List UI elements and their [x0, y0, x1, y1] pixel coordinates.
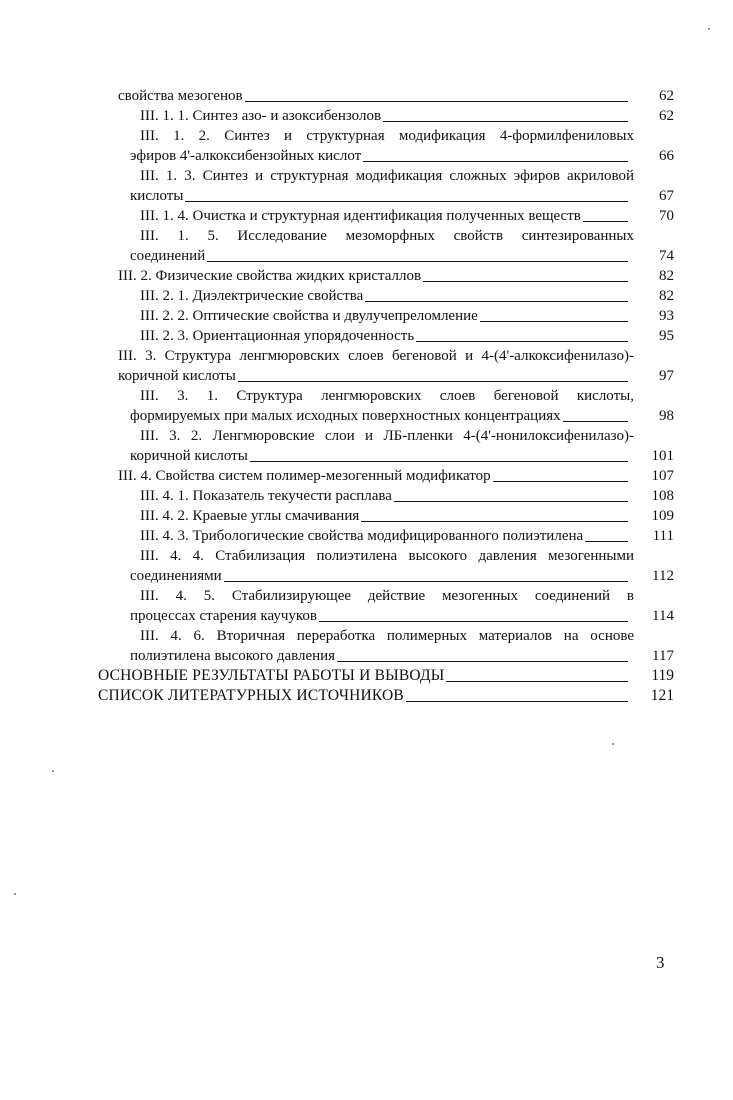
toc-entry-title: III. 1. 1. Синтез азо- и азоксибензолов [140, 108, 382, 124]
page-number: 3 [656, 953, 665, 972]
toc-entry-title: свойства мезогенов [118, 88, 243, 104]
toc-entry-title: III. 2. 3. Ориентационная упорядоченность [140, 328, 415, 344]
toc-entry-page: 98 [659, 408, 674, 424]
leader-line [583, 221, 628, 222]
toc-entry-page: 93 [659, 308, 674, 324]
toc-entry-page: 95 [659, 328, 674, 344]
leader-line [406, 701, 628, 702]
leader-line [238, 381, 628, 382]
toc-entry-title: III. 4. 2. Краевые углы смачивания [140, 508, 360, 524]
toc-entry [112, 506, 674, 526]
toc-entry-title: III. 4. 6. Вторичная переработка полимерных материалов на основе [140, 628, 634, 644]
toc-entry-title: СПИСОК ЛИТЕРАТУРНЫХ ИСТОЧНИКОВ [98, 687, 404, 704]
toc-entry-page: 70 [659, 208, 674, 224]
leader-line [423, 281, 628, 282]
toc-entry-page: 117 [652, 648, 674, 664]
toc-entry [112, 306, 674, 326]
leader-line [585, 541, 628, 542]
toc-entry [112, 126, 674, 166]
toc-entry-title: III. 3. 1. Структура ленгмюровских слоев бегеновой кислоты, [140, 388, 634, 404]
toc-entry [112, 286, 674, 306]
leader-line [563, 421, 628, 422]
leader-line [185, 201, 628, 202]
toc-entry [112, 266, 674, 286]
toc-entry-title: III. 4. 3. Трибологические свойства модифицированного полиэтилена [140, 528, 584, 544]
toc-entry [112, 586, 674, 626]
toc-entry-continuation: кислоты [130, 188, 184, 204]
toc-entry-page: 97 [659, 368, 674, 384]
toc-entry [98, 666, 674, 686]
toc-entry-title: III. 3. Структура ленгмюровских слоев бегеновой и 4-(4'-алкоксифенилазо)- [118, 348, 634, 364]
toc-entry-title: III. 3. 2. Ленгмюровские слои и ЛБ-пленки 4-(4'-нонилоксифенилазо)- [140, 428, 634, 444]
toc-entry-page: 111 [652, 528, 674, 544]
toc-entry-page: 62 [659, 88, 674, 104]
leader-line [224, 581, 628, 582]
toc-entry [112, 346, 674, 386]
leader-line [250, 461, 628, 462]
toc-entry-page: 121 [650, 687, 674, 704]
leader-line [383, 121, 628, 122]
scan-speck [14, 893, 16, 895]
toc-entry-continuation: формируемых при малых исходных поверхностных концентрациях [130, 408, 561, 424]
toc-entry-continuation: соединениями [130, 568, 222, 584]
toc-entry-page: 107 [651, 468, 674, 484]
toc-entry-page: 119 [651, 667, 674, 684]
toc-entry-title: III. 4. Свойства систем полимер-мезогенный модификатор [118, 468, 491, 484]
toc-entry [112, 106, 674, 126]
toc-entry [112, 386, 674, 426]
toc-entry-page: 109 [651, 508, 674, 524]
toc-entry [112, 486, 674, 506]
leader-line [394, 501, 628, 502]
toc-entry-page: 62 [659, 108, 674, 124]
toc-entry-continuation: процессах старения каучуков [130, 608, 318, 624]
toc-entry-page: 74 [659, 248, 674, 264]
leader-line [446, 681, 628, 682]
toc-entry-page: 82 [659, 268, 674, 284]
toc-entry-continuation: коричной кислоты [118, 368, 236, 384]
toc-entry [112, 466, 674, 486]
toc-entry-continuation: эфиров 4'-алкоксибензойных кислот [130, 148, 362, 164]
toc-entry [112, 426, 674, 466]
leader-line [493, 481, 628, 482]
toc-entry-title: III. 1. 5. Исследование мезоморфных свойств синтезированных [140, 228, 634, 244]
toc-entry-continuation: коричной кислоты [130, 448, 248, 464]
toc-entry [112, 166, 674, 206]
toc-entry-title: III. 2. Физические свойства жидких кристаллов [118, 268, 422, 284]
leader-line [319, 621, 628, 622]
toc-entry-continuation: полиэтилена высокого давления [130, 648, 336, 664]
toc-entry-continuation: соединений [130, 248, 206, 264]
leader-line [363, 161, 628, 162]
toc-entry-title: III. 2. 2. Оптические свойства и двулучепреломление [140, 308, 478, 324]
toc-entry [112, 626, 674, 666]
toc-entry-title: III. 1. 4. Очистка и структурная идентификация полученных веществ [140, 208, 581, 224]
toc-entry-page: 82 [659, 288, 674, 304]
leader-line [207, 261, 628, 262]
toc-entry [112, 526, 674, 546]
toc-entry-title: III. 1. 3. Синтез и структурная модификация сложных эфиров акриловой [140, 168, 634, 184]
scan-speck [612, 743, 614, 745]
toc-entry-page: 101 [651, 448, 674, 464]
leader-line [245, 101, 628, 102]
toc-entry-page: 112 [652, 568, 674, 584]
scan-speck [708, 28, 710, 30]
toc-entry-page: 114 [652, 608, 674, 624]
toc-entry [112, 546, 674, 586]
toc-entry-title: III. 4. 5. Стабилизирующее действие мезогенных соединений в [140, 588, 634, 604]
table-of-contents [98, 86, 674, 706]
toc-entry [112, 206, 674, 226]
toc-entry-page: 66 [659, 148, 674, 164]
toc-entry [112, 326, 674, 346]
leader-line [337, 661, 628, 662]
toc-entry [98, 686, 674, 706]
toc-entry [112, 86, 674, 106]
leader-line [416, 341, 628, 342]
toc-entry-title: III. 4. 1. Показатель текучести расплава [140, 488, 392, 504]
scan-speck [52, 770, 54, 772]
leader-line [480, 321, 628, 322]
toc-entry-title: III. 4. 4. Стабилизация полиэтилена высокого давления мезогенными [140, 548, 634, 564]
toc-entry-title: III. 2. 1. Диэлектрические свойства [140, 288, 364, 304]
toc-entry-page: 108 [651, 488, 674, 504]
toc-entry-page: 67 [659, 188, 674, 204]
toc-entry-title: ОСНОВНЫЕ РЕЗУЛЬТАТЫ РАБОТЫ И ВЫВОДЫ [98, 667, 445, 684]
toc-entry-title: III. 1. 2. Синтез и структурная модификация 4-формилфениловых [140, 128, 634, 144]
toc-entry [112, 226, 674, 266]
leader-line [365, 301, 628, 302]
leader-line [361, 521, 628, 522]
